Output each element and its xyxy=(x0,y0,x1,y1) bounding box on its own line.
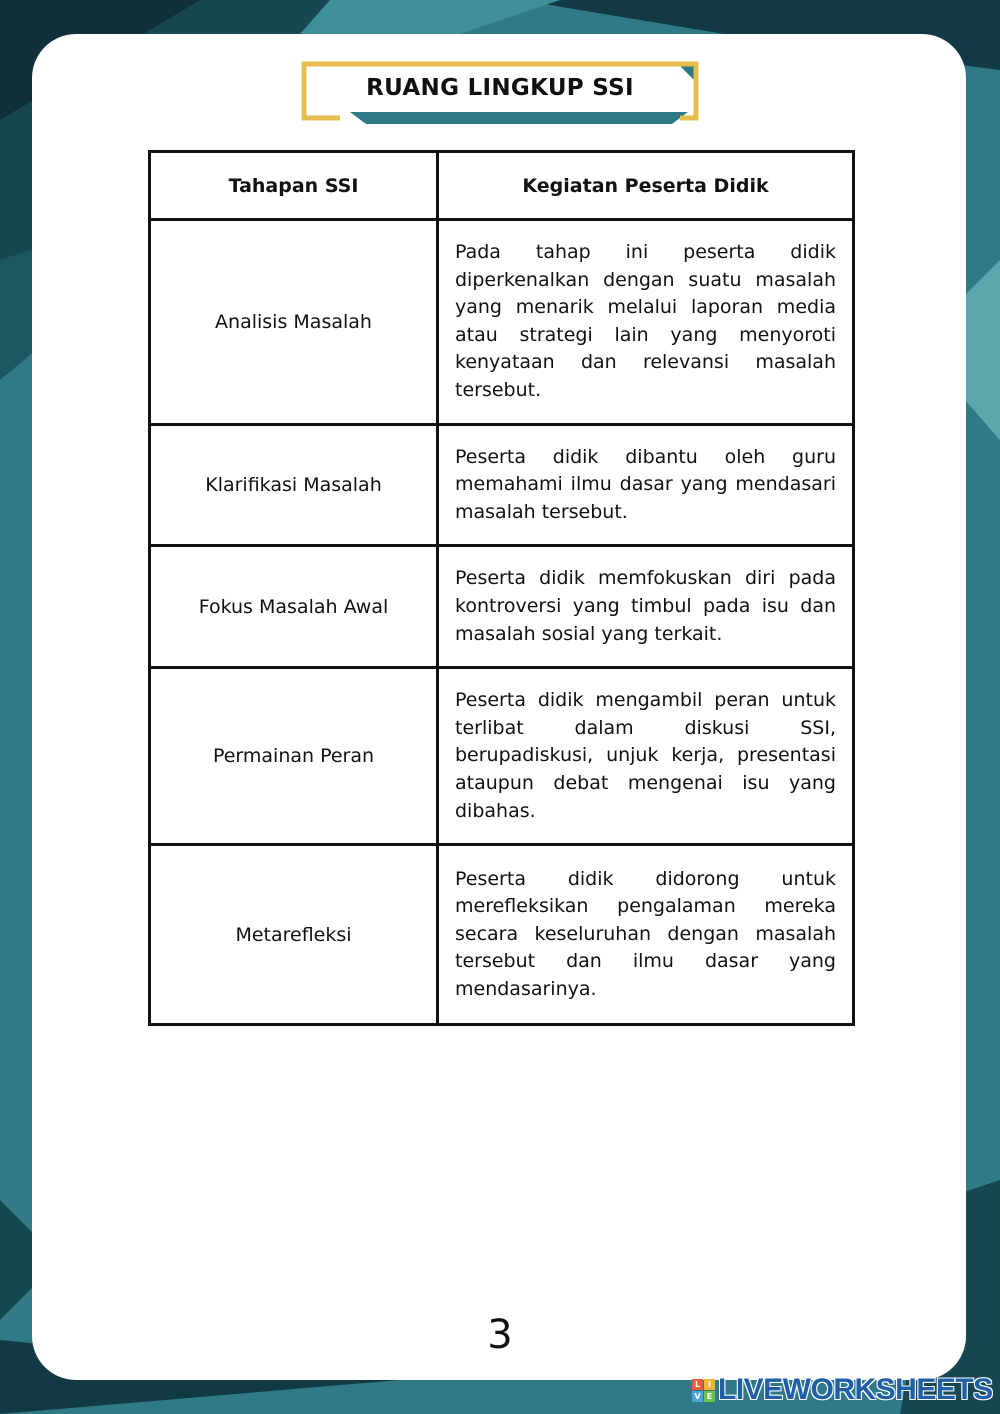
liveworksheets-logo-icon xyxy=(692,1379,715,1402)
table-row xyxy=(150,845,854,1025)
logo-letter: E xyxy=(704,1391,715,1402)
liveworksheets-watermark[interactable] xyxy=(692,1374,993,1406)
ssi-scope-table xyxy=(148,150,855,1026)
page-title: RUANG LINGKUP SSI xyxy=(366,75,634,101)
logo-letter: V xyxy=(692,1391,703,1402)
stage-cell: Fokus Masalah Awal xyxy=(150,546,438,668)
activity-cell: Peserta didik dibantu oleh guru memahami ilmu dasar yang mendasari masalah tersebut. xyxy=(438,424,854,546)
header-stage: Tahapan SSI xyxy=(150,152,438,220)
activity-cell: Peserta didik memfokuskan diri pada kontroversi yang timbul pada isu dan masalah sosial yang terkait. xyxy=(438,546,854,668)
table-row xyxy=(150,668,854,845)
stage-cell: Analisis Masalah xyxy=(150,220,438,425)
logo-letter: I xyxy=(704,1379,715,1390)
stage-cell: Permainan Peran xyxy=(150,668,438,845)
activity-cell: Peserta didik mengambil peran untuk terlibat dalam diskusi SSI, berupadiskusi, unjuk kerja, presentasi ataupun debat mengenai isu yang dibahas. xyxy=(438,668,854,845)
table-header-row xyxy=(150,152,854,220)
stage-cell: Klarifikasi Masalah xyxy=(150,424,438,546)
stage-cell: Metarefleksi xyxy=(150,845,438,1025)
liveworksheets-text: LIVEWORKSHEETS xyxy=(718,1373,993,1406)
table-row xyxy=(150,546,854,668)
activity-cell: Peserta didik didorong untuk merefleksikan pengalaman mereka secara keseluruhan dengan masalah tersebut dan ilmu dasar yang mendasarinya. xyxy=(438,845,854,1025)
activity-cell: Pada tahap ini peserta didik diperkenalkan dengan suatu masalah yang menarik melalui laporan media atau strategi lain yang menyoroti kenyataan dan relevansi masalah tersebut. xyxy=(438,220,854,425)
page-number: 3 xyxy=(487,1312,513,1358)
table-row xyxy=(150,220,854,425)
table-row xyxy=(150,424,854,546)
logo-letter: L xyxy=(692,1379,703,1390)
header-activity: Kegiatan Peserta Didik xyxy=(438,152,854,220)
